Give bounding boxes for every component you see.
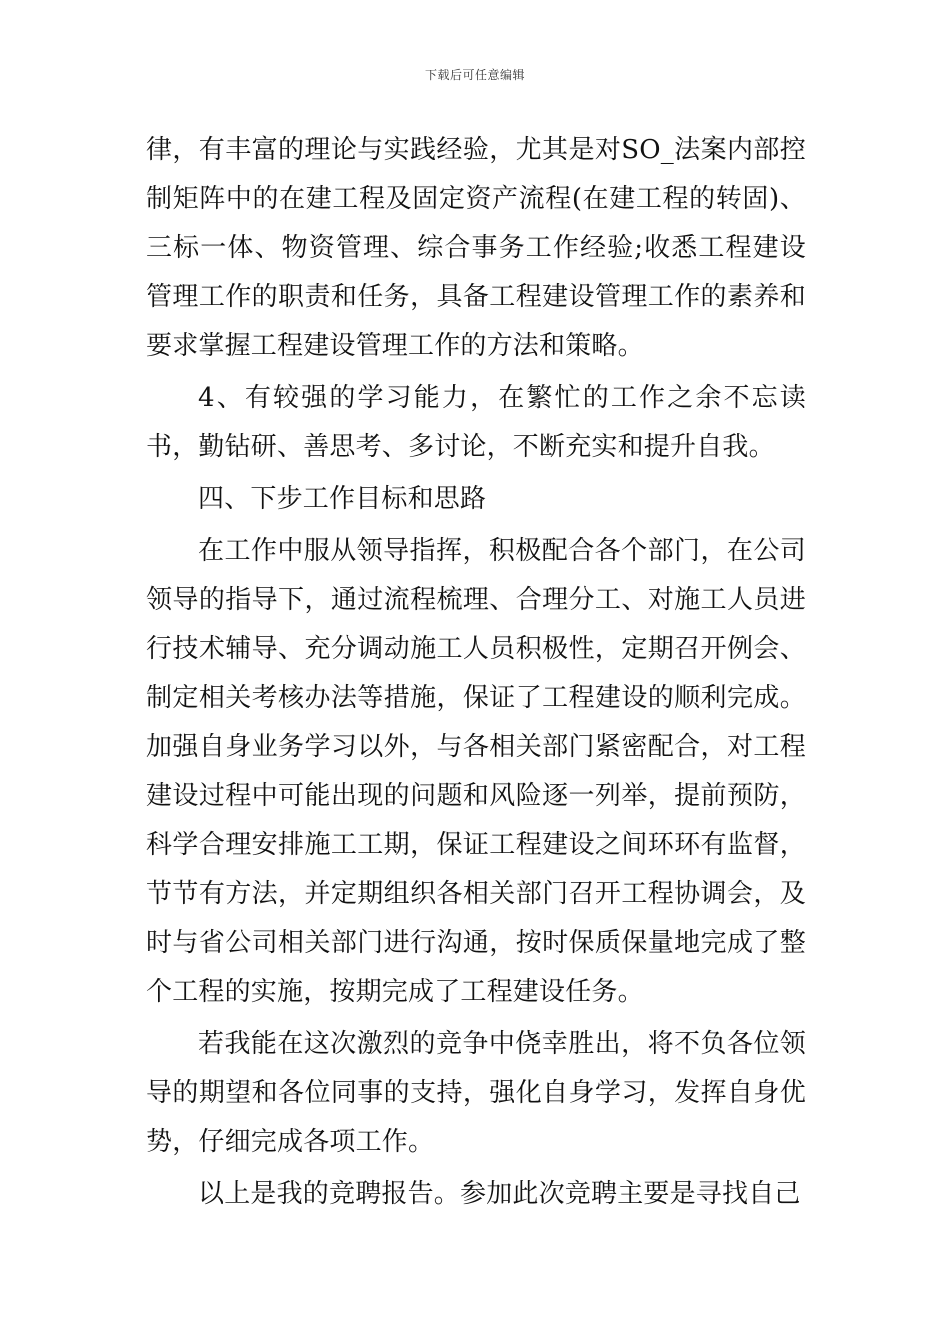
paragraph-closing: 以上是我的竞聘报告。参加此次竞聘主要是寻找自己 bbox=[198, 1179, 801, 1209]
document-body bbox=[146, 126, 806, 1219]
paragraph-qualifications-continued: 律，有丰富的理论与实践经验，尤其是对SO_法案内部控制矩阵中的在建工程及固定资产流程(在建工程的转固)、三标一体、物资管理、综合事务工作经验;收悉工程建设管理工作的职责和任务，具备工程建设管理工作的素养和要求掌握工程建设管理工作的方法和策略。 bbox=[146, 135, 806, 361]
paragraph-commitment: 若我能在这次激烈的竞争中侥幸胜出，将不负各位领导的期望和各位同事的支持，强化自身学习，发挥自身优势，仔细完成各项工作。 bbox=[146, 1029, 806, 1157]
paragraph-learning-ability: 4、有较强的学习能力，在繁忙的工作之余不忘读书，勤钻研、善思考、多讨论，不断充实和提升自我。 bbox=[146, 383, 806, 462]
section-heading-next-steps: 四、下步工作目标和思路 bbox=[198, 484, 487, 514]
paragraph-work-plan: 在工作中服从领导指挥，积极配合各个部门，在公司领导的指导下，通过流程梳理、合理分工、对施工人员进行技术辅导、充分调动施工人员积极性，定期召开例会、制定相关考核办法等措施，保证了工程建设的顺利完成。加强自身业务学习以外，与各相关部门紧密配合，对工程建设过程中可能出现的问题和风险逐一列举，提前预防，科学合理安排施工工期，保证工程建设之间环环有监督，节节有方法，并定期组织各相关部门召开工程协调会，及时与省公司相关部门进行沟通，按时保质保量地完成了整个工程的实施，按期完成了工程建设任务。 bbox=[146, 536, 806, 1007]
header-note: 下载后可任意编辑 bbox=[424, 68, 525, 82]
